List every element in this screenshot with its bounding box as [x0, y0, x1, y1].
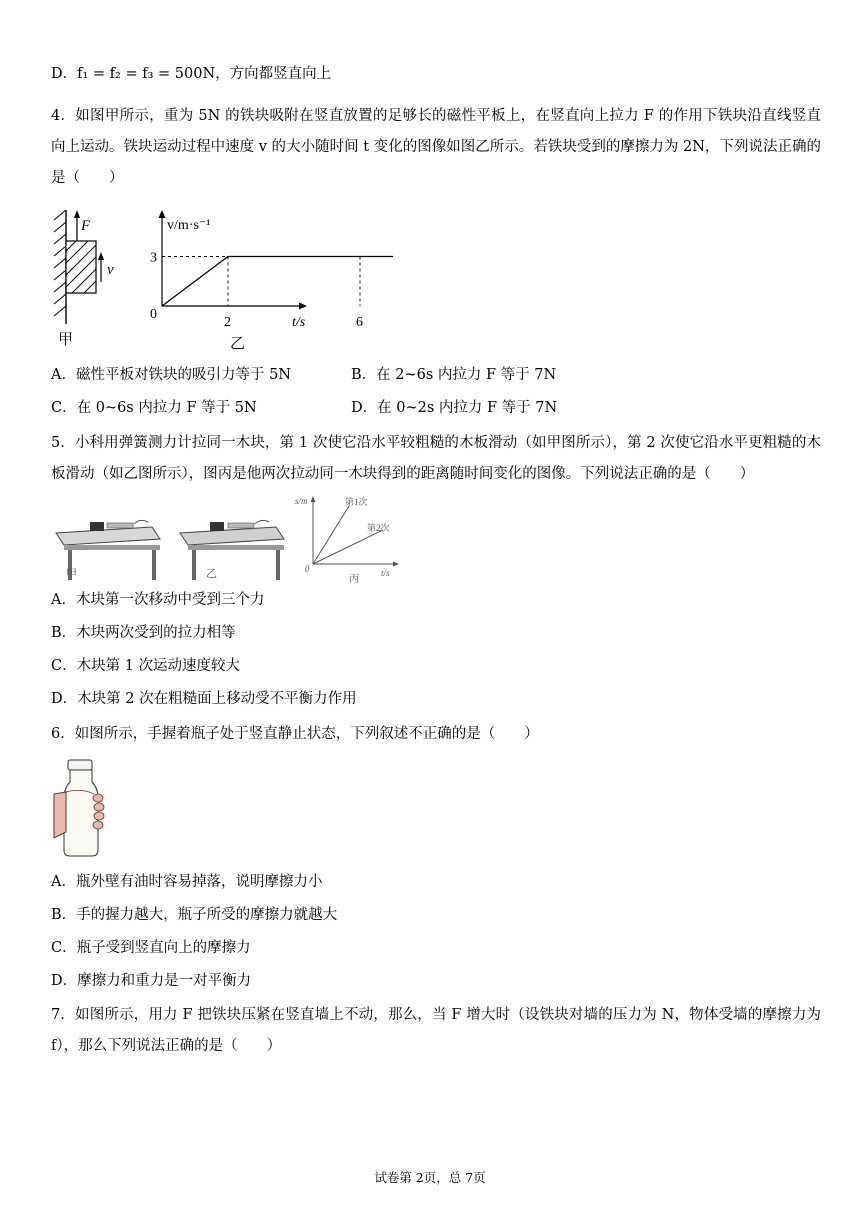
q4-stem: 4．如图甲所示，重为 5N 的铁块吸附在竖直放置的足够长的磁性平板上，在竖直向上拉力 F 的作用下铁块沿直线竖直向上运动。铁块运动过程中速度 v 的大小随时间 t 变化的图像如图乙所示。若铁块受到的摩擦力为 2N，下列说法正确的是（ ）: [51, 108, 821, 186]
q7-stem: 7．如图所示，用力 F 把铁块压紧在竖直墙上不动，那么，当 F 增大时（设铁块对墙的压力为 N，物体受墙的摩擦力为 f），那么下列说法正确的是（ ）: [51, 1007, 821, 1054]
origin-label: 0: [305, 564, 310, 574]
q5-option-d: D．木块第 2 次在粗糙面上移动受不平衡力作用: [51, 691, 357, 707]
velocity-label: v: [107, 262, 114, 278]
q5-figure-yi: [176, 505, 288, 581]
y-axis-arrow: [311, 496, 316, 502]
y-tick-3: 3: [150, 250, 157, 266]
q6-option-a: A．瓶外壁有油时容易掉落，说明摩擦力小: [51, 874, 323, 890]
vt-series-line: [162, 257, 393, 307]
x-axis-label: t/s: [381, 568, 390, 578]
series-1-label: 第1次: [345, 497, 368, 507]
hand: [54, 792, 66, 838]
caption-jia-5: 甲: [66, 568, 77, 580]
caption-yi: 乙: [230, 336, 246, 352]
x-axis-arrow: [393, 562, 399, 567]
q5-option-c: C．木块第 1 次运动速度较大: [51, 658, 241, 674]
q5-option-b: B．木块两次受到的拉力相等: [51, 625, 236, 641]
q6-option-b: B．手的握力越大，瓶子所受的摩擦力就越大: [51, 907, 338, 923]
caption-yi-5: 乙: [206, 568, 217, 580]
x-tick-2: 2: [224, 315, 231, 330]
q4-figure-jia: [50, 206, 140, 346]
y-axis-arrow: [159, 210, 166, 218]
series-2-label: 第2次: [367, 523, 390, 533]
y-axis-label: v/m·s⁻¹: [167, 218, 211, 233]
q5-stem: 5．小科用弹簧测力计拉同一木块，第 1 次使它沿水平较粗糙的木板滑动（如甲图所示），第 2 次使它沿水平更粗糙的木板滑动（如乙图所示），图丙是他两次拉动同一木块得到的距离随时间变化的图像。下列说法正确的是（ ）: [51, 435, 821, 482]
q5-option-a: A．木块第一次移动中受到三个力: [51, 592, 265, 608]
q3-option-d: D．f₁ = f₂ = f₃ = 500N，方向都竖直向上: [51, 66, 332, 82]
q4-option-c: C．在 0~6s 内拉力 F 等于 5N: [51, 400, 257, 416]
caption-jia: 甲: [58, 332, 74, 348]
q6-option-d: D．摩擦力和重力是一对平衡力: [51, 973, 252, 989]
q6-option-c: C．瓶子受到竖直向上的摩擦力: [51, 940, 251, 956]
y-axis-label: s/m: [295, 496, 308, 506]
force-label: F: [81, 218, 91, 234]
x-axis-label: t/s: [292, 315, 306, 330]
q5-figure-jia: [52, 505, 164, 581]
q4-option-a: A．磁性平板对铁块的吸引力等于 5N: [51, 367, 291, 383]
q6-bottle-figure: [52, 758, 112, 860]
x-tick-6: 6: [356, 315, 363, 330]
q5-st-chart: [293, 492, 403, 586]
q4-option-d: D．在 0~2s 内拉力 F 等于 7N: [351, 400, 558, 416]
q4-vt-chart: [146, 206, 363, 352]
q6-stem: 6．如图所示，手握着瓶子处于竖直静止状态，下列叙述不正确的是（ ）: [51, 726, 539, 742]
q4-option-b: B．在 2~6s 内拉力 F 等于 7N: [351, 367, 557, 383]
page-footer: 试卷第 2页，总 7页: [374, 1170, 486, 1185]
caption-bing: 丙: [349, 574, 359, 585]
bottle: [64, 770, 98, 856]
x-tick-0: 0: [150, 307, 157, 322]
x-axis-arrow: [299, 303, 307, 310]
